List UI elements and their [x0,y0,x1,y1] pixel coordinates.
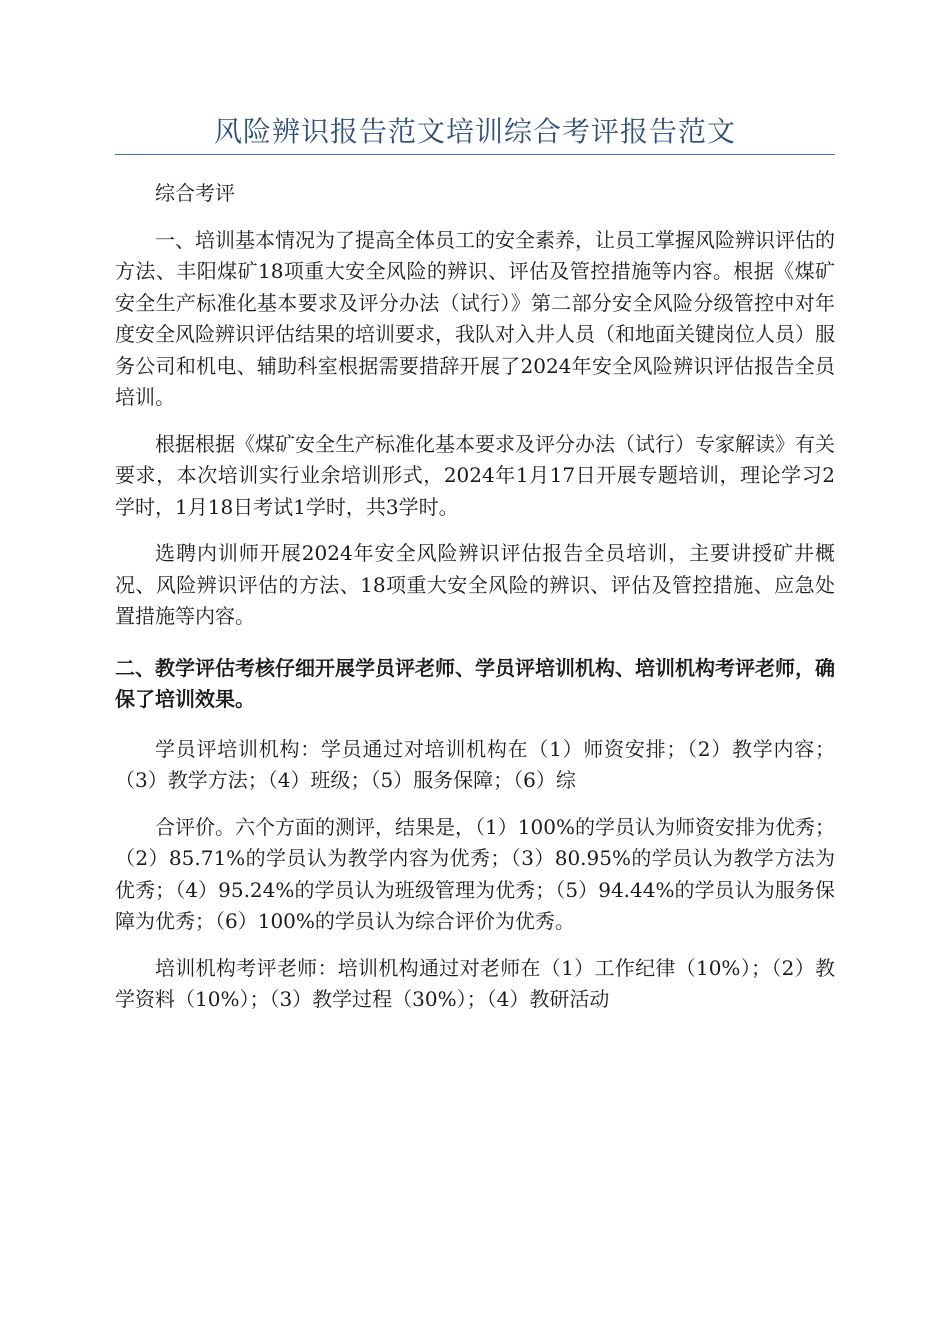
document-body [115,178,835,1031]
paragraph-training-overview: 一、培训基本情况为了提高全体员工的安全素养，让员工掌握风险辨识评估的方法、丰阳煤矿18项重大安全风险的辨识、评估及管控措施等内容。根据《煤矿安全生产标准化基本要求及评分办法（试行）》第二部分安全风险分级管控中对年度安全风险辨识评估结果的培训要求，我队对入井人员（和地面关键岗位人员）服务公司和机电、辅助科室根据需要措辞开展了2024年安全风险辨识评估报告全员培训。 [115,227,835,409]
paragraph-teacher-evaluation: 培训机构考评老师：培训机构通过对老师在（1）工作纪律（10%）；（2）教学资料（10%）；（3）教学过程（30%）；（4）教研活动 [115,955,835,1011]
title-divider [115,154,835,155]
paragraph-evaluation-results: 合评价。六个方面的测评，结果是，（1）100%的学员认为师资安排为优秀；（2）85.71%的学员认为教学内容为优秀；（3）80.95%的学员认为教学方法为优秀；（4）95.24%的学员认为班级管理为优秀；（5）94.44%的学员认为服务保障为优秀；（6）100%的学员认为综合评价为优秀。 [115,814,835,933]
paragraph-training-basis: 根据根据《煤矿安全生产标准化基本要求及评分办法（试行）专家解读》有关要求，本次培训实行业余培训形式，2024年1月17日开展专题培训，理论学习2学时，1月18日考试1学时，共3学时。 [115,431,835,519]
document-title: 风险辨识报告范文培训综合考评报告范文 [213,115,736,148]
section-label: 综合考评 [155,181,235,205]
paragraph-student-evaluation: 学员评培训机构：学员通过对培训机构在（1）师资安排；（2）教学内容；（3）教学方法；（4）班级；（5）服务保障；（6）综 [115,736,835,792]
paragraph-trainer-selection: 选聘内训师开展2024年安全风险辨识评估报告全员培训，主要讲授矿井概况、风险辨识评估的方法、18项重大安全风险的辨识、评估及管控措施、应急处置措施等内容。 [115,541,835,628]
section-heading-evaluation: 二、教学评估考核仔细开展学员评老师、学员评培训机构、培训机构考评老师，确保了培训效果。 [115,655,835,711]
